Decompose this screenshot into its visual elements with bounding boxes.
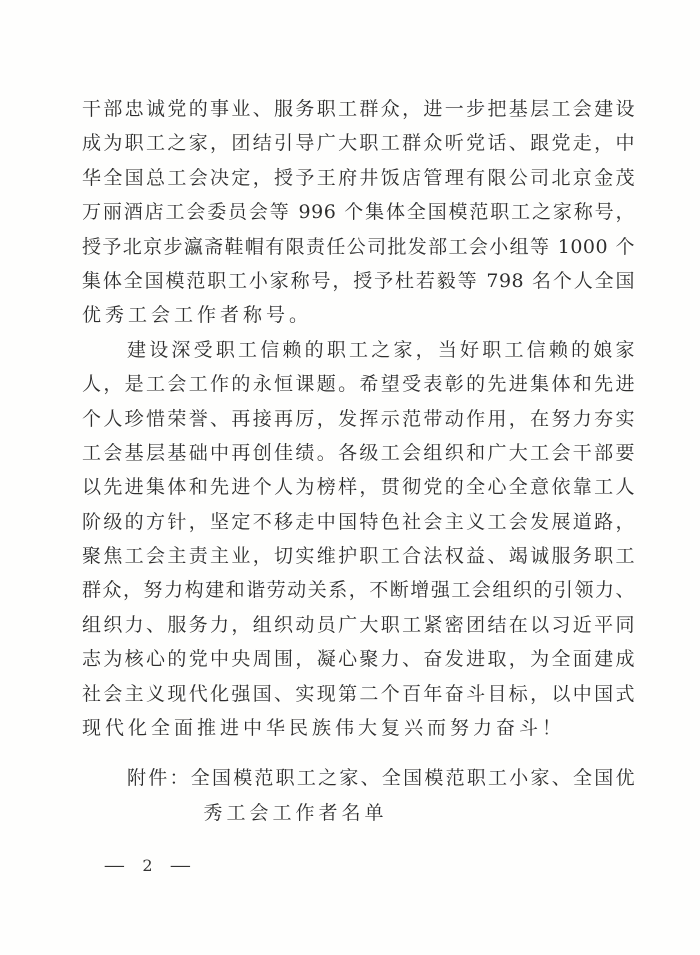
attachment-note [82, 761, 635, 830]
text-line: 附件：全国模范职工之家、全国模范职工小家、全国优 [127, 767, 635, 790]
page-footer [103, 856, 193, 876]
paragraph-main [82, 333, 635, 746]
text-line: 华全国总工会决定，授予王府井饭店管理有限公司北京金茂 [82, 166, 635, 189]
text-line: 优秀工会工作者称号。 [82, 304, 313, 327]
footer-dash-left: — [103, 856, 127, 876]
text-line: 组织力、服务力，组织动员广大职工紧密团结在以习近平同 [82, 613, 635, 636]
text-line: 现代化全面推进中华民族伟大复兴而努力奋斗！ [82, 717, 566, 740]
text-line: 成为职工之家，团结引导广大职工群众听党话、跟党走，中 [82, 132, 635, 155]
text-line: 群众，努力构建和谐劳动关系，不断增强工会组织的引领力、 [82, 579, 635, 602]
text-line: 秀工会工作者名单 [203, 801, 388, 824]
text-line: 工会基层基础中再创佳绩。各级工会组织和广大工会干部要 [82, 441, 635, 464]
text-line: 以先进集体和先进个人为榜样，贯彻党的全心全意依靠工人 [82, 476, 635, 499]
text-line: 授予北京步瀛斋鞋帽有限责任公司批发部工会小组等 1000 个 [82, 235, 635, 258]
text-line: 个人珍惜荣誉、再接再厉，发挥示范带动作用，在努力夯实 [82, 407, 635, 430]
text-line: 建设深受职工信赖的职工之家，当好职工信赖的娘家 [127, 338, 635, 361]
text-line: 志为核心的党中央周围，凝心聚力、奋发进取，为全面建成 [82, 648, 635, 671]
text-line: 干部忠诚党的事业、服务职工群众，进一步把基层工会建设 [82, 98, 635, 120]
footer-dash-right: — [169, 856, 193, 876]
document-body [82, 92, 635, 830]
text-line: 万丽酒店工会委员会等 996 个集体全国模范职工之家称号， [82, 201, 635, 224]
text-line: 社会主义现代化强国、实现第二个百年奋斗目标，以中国式 [82, 682, 635, 705]
text-line: 阶级的方针，坚定不移走中国特色社会主义工会发展道路， [82, 510, 635, 533]
paragraph-continued [82, 92, 635, 333]
page-number: 2 [142, 856, 154, 875]
text-line: 人，是工会工作的永恒课题。希望受表彰的先进集体和先进 [82, 373, 635, 396]
text-line: 聚焦工会主责主业，切实维护职工合法权益、竭诚服务职工 [82, 545, 635, 568]
text-line: 集体全国模范职工小家称号，授予杜若毅等 798 名个人全国 [82, 269, 635, 292]
